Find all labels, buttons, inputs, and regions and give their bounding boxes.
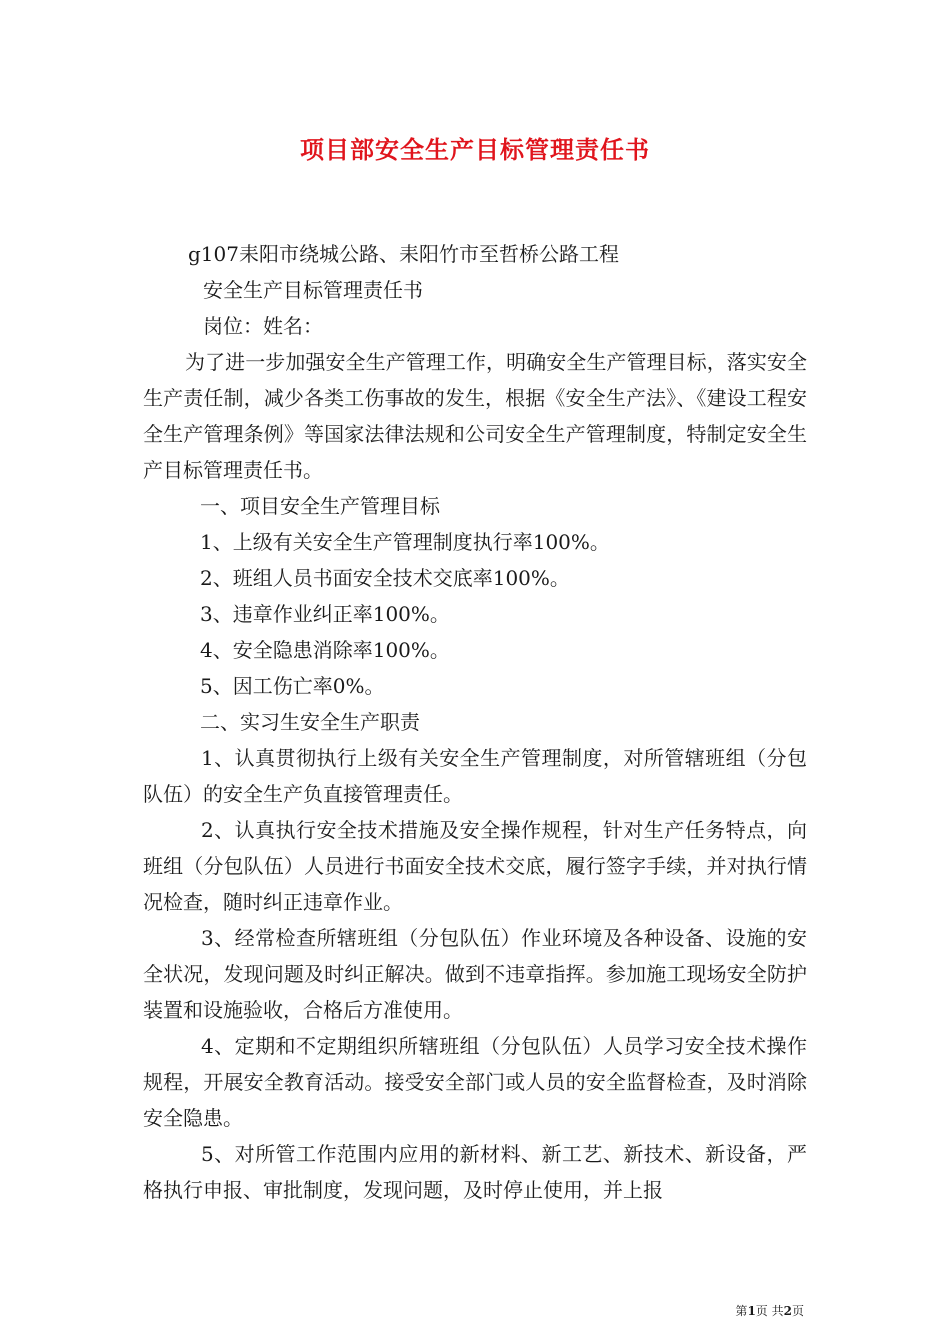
current-page-number: 1 xyxy=(747,1304,756,1318)
footer-middle: 页 共 xyxy=(755,1304,784,1318)
goal-item: 3、违章作业纠正率100%。 xyxy=(200,602,450,626)
post-name-line: 岗位：姓名： xyxy=(203,314,323,338)
goal-item: 1、上级有关安全生产管理制度执行率100%。 xyxy=(200,530,610,554)
section2-heading: 二、实习生安全生产职责 xyxy=(200,710,420,734)
footer-prefix: 第 xyxy=(735,1304,748,1318)
total-pages-number: 2 xyxy=(783,1304,792,1318)
project-line: g107耒阳市绕城公路、耒阳竹市至哲桥公路工程 xyxy=(188,242,619,266)
intro-paragraph: 为了进一步加强安全生产管理工作，明确安全生产管理目标，落实安全生产责任制，减少各类工伤事故的发生，根据《安全生产法》、《建设工程安全生产管理条例》等国家法律法规和公司安全生产管理制度，特制定安全生产目标管理责任书。 xyxy=(143,350,807,482)
document-title: 项目部安全生产目标管理责任书 xyxy=(300,135,650,164)
duty-paragraph: 5、对所管工作范围内应用的新材料、新工艺、新技术、新设备，严格执行申报、审批制度，发现问题，及时停止使用，并上报 xyxy=(143,1142,807,1202)
goal-item: 4、安全隐患消除率100%。 xyxy=(200,638,450,662)
subtitle: 安全生产目标管理责任书 xyxy=(203,278,423,302)
duty-paragraph: 3、经常检查所辖班组（分包队伍）作业环境及各种设备、设施的安全状况，发现问题及时纠正解决。做到不违章指挥。参加施工现场安全防护装置和设施验收，合格后方准使用。 xyxy=(143,926,807,1022)
document-body xyxy=(143,236,807,1208)
duty-paragraph: 1、认真贯彻执行上级有关安全生产管理制度，对所管辖班组（分包队伍）的安全生产负直接管理责任。 xyxy=(143,746,807,806)
duty-paragraph: 4、定期和不定期组织所辖班组（分包队伍）人员学习安全技术操作规程，开展安全教育活动。接受安全部门或人员的安全监督检查，及时消除安全隐患。 xyxy=(143,1034,807,1130)
goal-item: 5、因工伤亡率0%。 xyxy=(200,674,385,698)
page-footer xyxy=(735,1302,804,1319)
section1-heading: 一、项目安全生产管理目标 xyxy=(200,494,440,518)
goal-item: 2、班组人员书面安全技术交底率100%。 xyxy=(200,566,570,590)
footer-suffix: 页 xyxy=(791,1304,804,1318)
duty-paragraph: 2、认真执行安全技术措施及安全操作规程，针对生产任务特点，向班组（分包队伍）人员进行书面安全技术交底，履行签字手续，并对执行情况检查，随时纠正违章作业。 xyxy=(143,818,807,914)
